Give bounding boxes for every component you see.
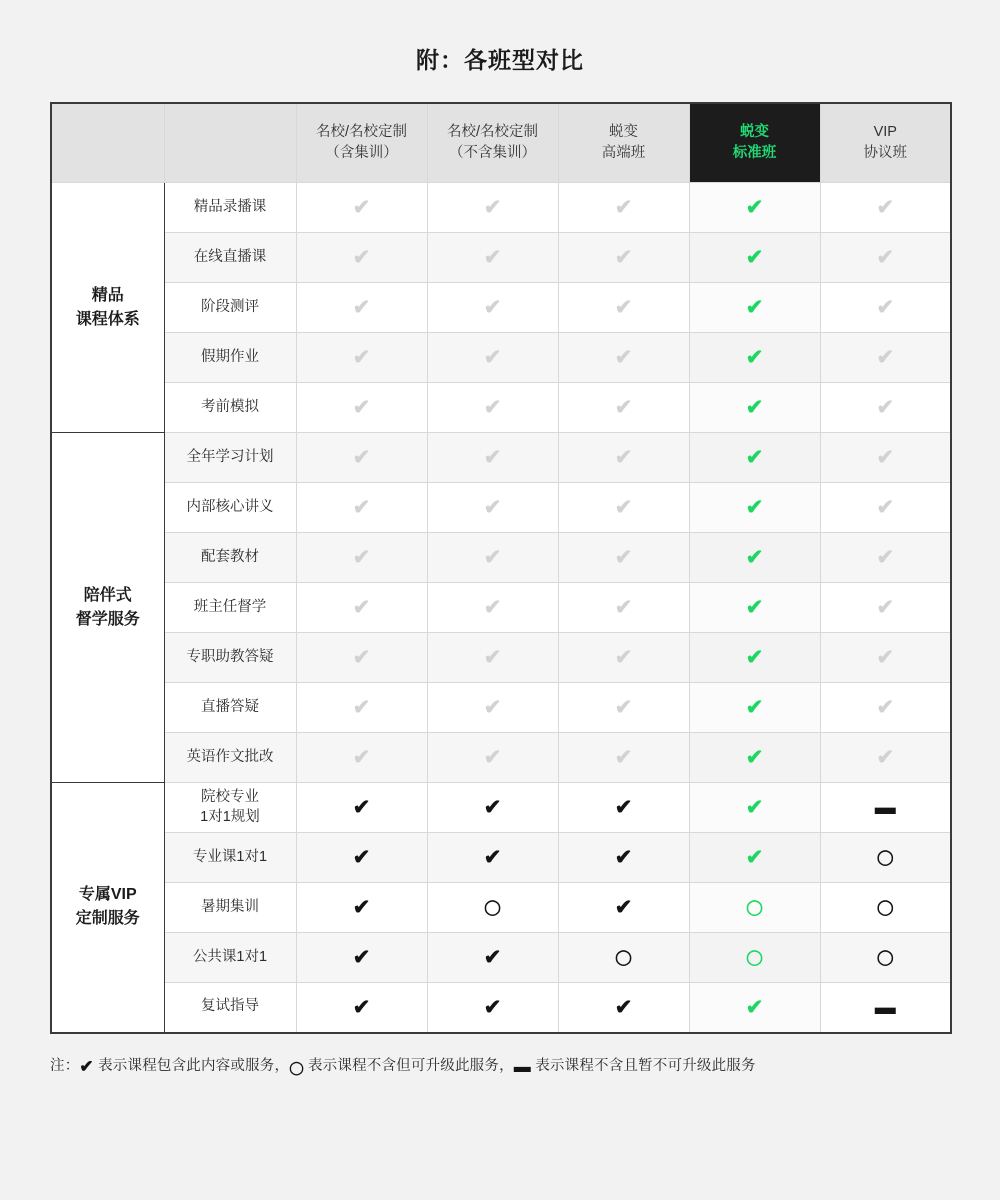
cell-3	[689, 633, 820, 683]
table-row	[51, 233, 951, 283]
header-blank-item	[164, 103, 296, 183]
group-label-2	[51, 783, 164, 1033]
footnote-text-dash: 表示课程不含且暂不可升级此服务	[530, 1057, 756, 1074]
table-row	[51, 783, 951, 833]
circle-black-icon: ◯	[876, 948, 894, 966]
check-black-icon: ✔	[352, 896, 371, 919]
cell-3	[689, 583, 820, 633]
check-grey-icon: ✔	[483, 246, 502, 269]
row-item-label: 内部核心讲义	[164, 483, 296, 533]
cell-4	[820, 233, 951, 283]
cell-1	[427, 183, 558, 233]
check-black-icon: ✔	[614, 896, 633, 919]
check-green-icon: ✔	[745, 696, 764, 719]
cell-0	[296, 883, 427, 933]
table-row	[51, 583, 951, 633]
table-row	[51, 633, 951, 683]
cell-3	[689, 833, 820, 883]
table-row	[51, 333, 951, 383]
dash-icon: ▬	[513, 1056, 531, 1076]
check-grey-icon: ✔	[352, 446, 371, 469]
cell-0	[296, 433, 427, 483]
circle-black-icon: ◯	[484, 898, 501, 916]
check-grey-icon: ✔	[614, 346, 633, 369]
cell-3	[689, 233, 820, 283]
check-grey-icon: ✔	[614, 446, 633, 469]
cell-2	[558, 733, 689, 783]
check-black-icon: ✔	[483, 995, 502, 1019]
cell-2	[558, 183, 689, 233]
table-row	[51, 933, 951, 983]
cell-0	[296, 783, 427, 833]
cell-2	[558, 433, 689, 483]
cell-2	[558, 683, 689, 733]
check-black-icon: ✔	[352, 946, 371, 969]
cell-0	[296, 633, 427, 683]
table-row	[51, 383, 951, 433]
row-item-label: 专职助教答疑	[164, 633, 296, 683]
table-header	[51, 103, 951, 183]
row-item-label	[164, 783, 296, 833]
header-blank-group	[51, 103, 164, 183]
check-grey-icon: ✔	[483, 746, 502, 769]
cell-0	[296, 483, 427, 533]
column-header-0-line1: 名校/名校定制	[315, 123, 408, 140]
cell-3	[689, 383, 820, 433]
check-black-icon: ✔	[614, 846, 633, 869]
cell-4	[820, 933, 951, 983]
check-grey-icon: ✔	[483, 646, 502, 669]
row-item-label: 专业课1对1	[164, 833, 296, 883]
check-grey-icon: ✔	[614, 496, 633, 519]
cell-4	[820, 383, 951, 433]
check-green-icon: ✔	[745, 646, 764, 669]
cell-4	[820, 883, 951, 933]
cell-3	[689, 433, 820, 483]
row-item-label: 考前模拟	[164, 383, 296, 433]
row-item-label: 暑期集训	[164, 883, 296, 933]
check-grey-icon: ✔	[876, 296, 895, 319]
cell-2	[558, 383, 689, 433]
check-grey-icon: ✔	[352, 346, 371, 369]
cell-1	[427, 983, 558, 1033]
cell-0	[296, 583, 427, 633]
check-grey-icon: ✔	[614, 296, 633, 319]
cell-0	[296, 933, 427, 983]
cell-0	[296, 833, 427, 883]
row-item-label: 英语作文批改	[164, 733, 296, 783]
cell-3	[689, 183, 820, 233]
check-grey-icon: ✔	[614, 546, 633, 569]
check-grey-icon: ✔	[352, 396, 371, 419]
row-item-label: 配套教材	[164, 533, 296, 583]
cell-3	[689, 483, 820, 533]
column-header-1-line1: 名校/名校定制	[446, 123, 539, 140]
cell-0	[296, 683, 427, 733]
cell-3	[689, 983, 820, 1033]
cell-2	[558, 333, 689, 383]
cell-4	[820, 983, 951, 1033]
check-grey-icon: ✔	[483, 496, 502, 519]
check-black-icon: ✔	[352, 796, 371, 819]
check-green-icon: ✔	[745, 796, 764, 819]
check-grey-icon: ✔	[876, 596, 895, 619]
cell-1	[427, 433, 558, 483]
cell-4	[820, 683, 951, 733]
group-label-line2: 课程体系	[75, 310, 140, 328]
cell-0	[296, 283, 427, 333]
column-header-0	[296, 103, 427, 183]
cell-3	[689, 333, 820, 383]
check-green-icon: ✔	[745, 596, 764, 619]
check-grey-icon: ✔	[876, 246, 895, 269]
circle-icon: ◯	[289, 1059, 304, 1075]
cell-1	[427, 833, 558, 883]
check-green-icon: ✔	[745, 196, 764, 219]
check-grey-icon: ✔	[352, 196, 371, 219]
check-grey-icon: ✔	[352, 746, 371, 769]
footnote-text-check: 表示课程包含此内容或服务，	[93, 1057, 290, 1074]
column-header-3-line1: 蜕变	[740, 123, 769, 140]
check-grey-icon: ✔	[614, 196, 633, 219]
check-grey-icon: ✔	[352, 596, 371, 619]
circle-green-icon: ◯	[746, 898, 763, 916]
table-row	[51, 733, 951, 783]
check-grey-icon: ✔	[876, 396, 895, 419]
check-green-icon: ✔	[745, 296, 764, 319]
column-header-2-line2: 高端班	[601, 145, 646, 161]
cell-4	[820, 533, 951, 583]
cell-1	[427, 383, 558, 433]
cell-4	[820, 283, 951, 333]
row-item-label: 阶段测评	[164, 283, 296, 333]
check-black-icon: ✔	[614, 995, 633, 1019]
column-header-0-line2: （含集训）	[325, 145, 398, 161]
group-label-line1: 陪伴式	[83, 586, 132, 604]
cell-2	[558, 983, 689, 1033]
cell-2	[558, 783, 689, 833]
cell-1	[427, 733, 558, 783]
check-grey-icon: ✔	[876, 546, 895, 569]
check-grey-icon: ✔	[614, 696, 633, 719]
cell-3	[689, 683, 820, 733]
table-body	[51, 183, 951, 1033]
cell-2	[558, 283, 689, 333]
check-green-icon: ✔	[745, 346, 764, 369]
check-grey-icon: ✔	[876, 746, 895, 769]
check-grey-icon: ✔	[352, 546, 371, 569]
cell-2	[558, 583, 689, 633]
check-green-icon: ✔	[745, 446, 764, 469]
row-item-label: 全年学习计划	[164, 433, 296, 483]
cell-3	[689, 733, 820, 783]
cell-2	[558, 633, 689, 683]
cell-3	[689, 283, 820, 333]
check-green-icon: ✔	[745, 546, 764, 569]
column-header-4	[820, 103, 951, 183]
group-label-0	[51, 183, 164, 433]
check-green-icon: ✔	[745, 396, 764, 419]
check-black-icon: ✔	[483, 796, 502, 819]
cell-0	[296, 233, 427, 283]
cell-3	[689, 533, 820, 583]
check-green-icon: ✔	[745, 496, 764, 519]
check-grey-icon: ✔	[352, 496, 371, 519]
circle-black-icon: ◯	[615, 948, 632, 966]
check-green-icon: ✔	[745, 246, 764, 269]
check-grey-icon: ✔	[483, 446, 502, 469]
cell-1	[427, 933, 558, 983]
cell-1	[427, 583, 558, 633]
column-header-4-line2: 协议班	[863, 145, 907, 161]
check-grey-icon: ✔	[614, 746, 633, 769]
check-grey-icon: ✔	[483, 696, 502, 719]
cell-1	[427, 533, 558, 583]
group-label-line2: 定制服务	[75, 910, 140, 928]
table-row	[51, 283, 951, 333]
group-label-line1: 专属VIP	[78, 886, 137, 904]
cell-1	[427, 333, 558, 383]
check-grey-icon: ✔	[876, 196, 895, 219]
cell-0	[296, 383, 427, 433]
check-grey-icon: ✔	[483, 546, 502, 569]
cell-4	[820, 633, 951, 683]
check-grey-icon: ✔	[614, 246, 633, 269]
cell-1	[427, 283, 558, 333]
check-grey-icon: ✔	[876, 496, 895, 519]
row-item-label: 公共课1对1	[164, 933, 296, 983]
table-row	[51, 183, 951, 233]
page-title: 附：各班型对比	[416, 47, 584, 73]
check-grey-icon: ✔	[352, 246, 371, 269]
group-label-line2: 督学服务	[75, 610, 140, 628]
cell-1	[427, 483, 558, 533]
row-item-label: 在线直播课	[164, 233, 296, 283]
column-header-2-line1: 蜕变	[609, 123, 638, 140]
cell-2	[558, 883, 689, 933]
cell-4	[820, 783, 951, 833]
check-green-icon: ✔	[745, 746, 764, 769]
cell-3	[689, 933, 820, 983]
cell-4	[820, 483, 951, 533]
check-grey-icon: ✔	[352, 696, 371, 719]
circle-green-icon: ◯	[746, 948, 763, 966]
cell-4	[820, 333, 951, 383]
circle-black-icon: ◯	[876, 898, 894, 916]
check-grey-icon: ✔	[483, 296, 502, 319]
cell-2	[558, 533, 689, 583]
check-grey-icon: ✔	[352, 646, 371, 669]
cell-4	[820, 833, 951, 883]
column-header-1-line2: （不含集训）	[449, 145, 536, 161]
table-header-row	[51, 103, 951, 183]
check-grey-icon: ✔	[483, 196, 502, 219]
check-grey-icon: ✔	[614, 396, 633, 419]
group-label-line1: 精品	[91, 286, 124, 304]
cell-1	[427, 683, 558, 733]
check-black-icon: ✔	[483, 846, 502, 869]
column-header-2	[558, 103, 689, 183]
cell-0	[296, 733, 427, 783]
table-row	[51, 883, 951, 933]
table-row	[51, 533, 951, 583]
column-header-4-line1: VIP	[873, 123, 897, 140]
comparison-table-wrapper	[50, 102, 950, 1034]
row-item-label: 班主任督学	[164, 583, 296, 633]
check-black-icon: ✔	[614, 796, 633, 819]
check-grey-icon: ✔	[876, 646, 895, 669]
row-item-label: 假期作业	[164, 333, 296, 383]
table-row	[51, 683, 951, 733]
cell-2	[558, 233, 689, 283]
cell-4	[820, 733, 951, 783]
column-header-3-line2: 标准班	[732, 145, 777, 161]
check-green-icon: ✔	[745, 846, 764, 869]
cell-4	[820, 183, 951, 233]
row-item-line1: 院校专业	[201, 788, 259, 805]
cell-0	[296, 533, 427, 583]
cell-1	[427, 883, 558, 933]
circle-black-icon: ◯	[876, 848, 894, 866]
table-row	[51, 833, 951, 883]
table-row	[51, 483, 951, 533]
check-grey-icon: ✔	[483, 596, 502, 619]
column-header-1	[427, 103, 558, 183]
cell-2	[558, 483, 689, 533]
row-item-label: 复试指导	[164, 983, 296, 1033]
check-grey-icon: ✔	[352, 296, 371, 319]
footnote-prefix: 注：	[50, 1057, 80, 1074]
check-grey-icon: ✔	[483, 396, 502, 419]
cell-1	[427, 233, 558, 283]
group-label-1	[51, 433, 164, 783]
check-black-icon: ✔	[352, 846, 371, 869]
cell-1	[427, 633, 558, 683]
check-green-icon: ✔	[745, 995, 764, 1019]
row-item-line2: 1对1规划	[200, 808, 260, 825]
row-item-label: 直播答疑	[164, 683, 296, 733]
check-grey-icon: ✔	[614, 646, 633, 669]
check-grey-icon: ✔	[876, 696, 895, 719]
check-grey-icon: ✔	[876, 446, 895, 469]
dash-black-icon: ▬	[874, 995, 896, 1019]
check-grey-icon: ✔	[876, 346, 895, 369]
cell-3	[689, 783, 820, 833]
cell-1	[427, 783, 558, 833]
class-type-comparison-table	[50, 102, 952, 1034]
table-row	[51, 433, 951, 483]
cell-0	[296, 183, 427, 233]
cell-4	[820, 583, 951, 633]
footnote	[50, 1054, 950, 1075]
cell-2	[558, 833, 689, 883]
cell-3	[689, 883, 820, 933]
table-row	[51, 983, 951, 1033]
dash-black-icon: ▬	[874, 796, 896, 819]
cell-0	[296, 333, 427, 383]
check-grey-icon: ✔	[483, 346, 502, 369]
check-icon: ✔	[79, 1056, 94, 1076]
check-grey-icon: ✔	[614, 596, 633, 619]
footnote-text-circle: 表示课程不含但可升级此服务，	[303, 1057, 514, 1074]
cell-4	[820, 433, 951, 483]
cell-0	[296, 983, 427, 1033]
check-black-icon: ✔	[483, 946, 502, 969]
check-black-icon: ✔	[352, 995, 371, 1019]
row-item-label: 精品录播课	[164, 183, 296, 233]
column-header-3-highlighted	[689, 103, 820, 183]
cell-2	[558, 933, 689, 983]
